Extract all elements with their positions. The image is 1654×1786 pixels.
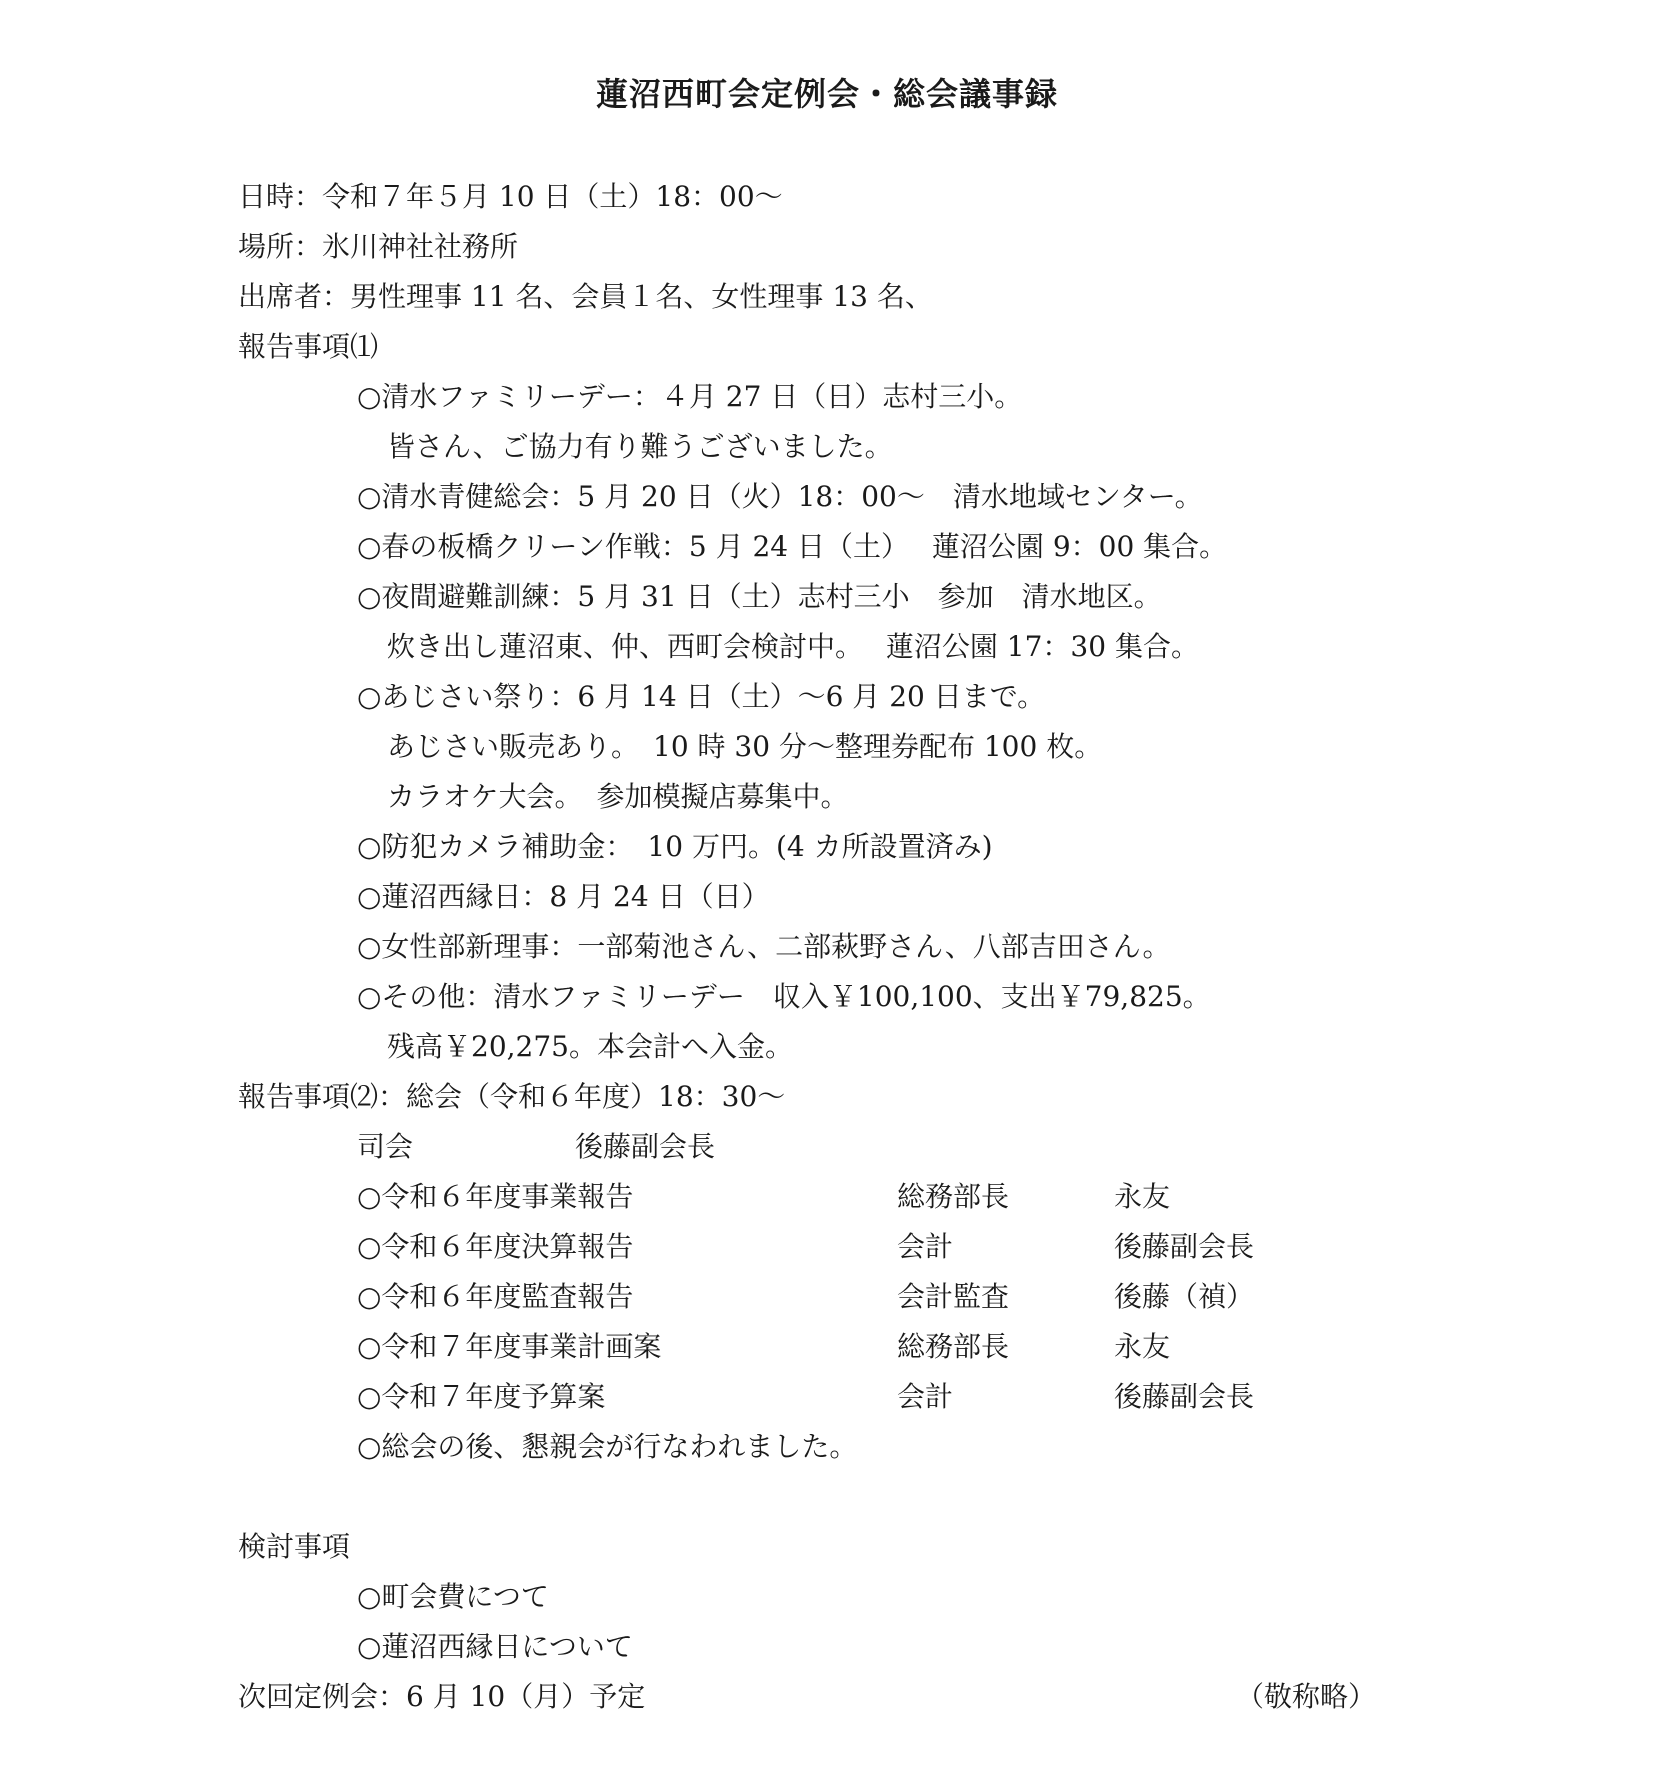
agenda-role: 会計 [897, 1230, 954, 1263]
report1-item: ○夜間避難訓練：5 月 31 日（土）志村三小 参加 清水地区。 [357, 580, 1162, 613]
report1-item: ○清水青健総会：5 月 20 日（火）18：00～ 清水地域センター。 [357, 480, 1203, 513]
agenda-role: 会計 [897, 1380, 954, 1413]
report1-item-detail: カラオケ大会。 参加模擬店募集中。 [387, 780, 849, 813]
agenda-item: ○令和６年度事業報告 [357, 1180, 634, 1213]
report1-item-detail: 炊き出し蓮沼東、仲、西町会検討中。 蓮沼公園 17：30 集合。 [387, 630, 1199, 663]
agenda-role: 総務部長 [897, 1180, 1010, 1213]
report1-item-detail: あじさい販売あり。 10 時 30 分～整理券配布 100 枚。 [387, 730, 1103, 763]
report1-item-detail: 皆さん、ご協力有り難うございました。 [387, 430, 893, 463]
agenda-presenter: 永友 [1114, 1180, 1171, 1213]
report1-item: ○その他：清水ファミリーデー 収入￥100,100、支出￥79,825。 [357, 980, 1211, 1013]
report1-item: ○女性部新理事：一部菊池さん、二部萩野さん、八部吉田さん。 [357, 930, 1171, 963]
agenda-presenter: 後藤（禎） [1114, 1280, 1255, 1313]
report1-item-detail: 残高￥20,275。本会計へ入金。 [387, 1030, 793, 1063]
report2-heading: 報告事項⑵：総会（令和６年度）18：30～ [238, 1080, 786, 1113]
agenda-role: 総務部長 [897, 1330, 1010, 1363]
agenda-item: ○令和７年度事業計画案 [357, 1330, 662, 1363]
agenda-item: ○令和６年度監査報告 [357, 1280, 634, 1313]
meeting-place: 場所：氷川神社社務所 [238, 230, 519, 263]
report1-item: ○清水ファミリーデー：４月 27 日（日）志村三小。 [357, 380, 1023, 413]
discussion-heading: 検討事項 [238, 1530, 351, 1563]
report1-item: ○防犯カメラ補助金： 10 万円。(4 カ所設置済み) [357, 830, 993, 863]
document-title: 蓮沼西町会定例会・総会議事録 [595, 75, 1058, 113]
report1-heading: 報告事項⑴ [238, 330, 379, 363]
agenda-role: 会計監査 [897, 1280, 1010, 1313]
report2-after-note: ○総会の後、懇親会が行なわれました。 [357, 1430, 858, 1463]
mc-label: 司会 [357, 1130, 414, 1163]
report1-item: ○蓮沼西縁日：8 月 24 日（日） [357, 880, 770, 913]
agenda-item: ○令和７年度予算案 [357, 1380, 606, 1413]
next-meeting: 次回定例会：6 月 10（月）予定 [238, 1680, 646, 1713]
report1-item: ○あじさい祭り：6 月 14 日（土）～6 月 20 日まで。 [357, 680, 1046, 713]
mc-name: 後藤副会長 [575, 1130, 716, 1163]
agenda-presenter: 後藤副会長 [1114, 1230, 1255, 1263]
report1-item: ○春の板橋クリーン作戦：5 月 24 日（土） 蓮沼公園 9：00 集合。 [357, 530, 1228, 563]
meeting-datetime: 日時：令和７年５月 10 日（土）18：00～ [238, 180, 783, 213]
agenda-presenter: 永友 [1114, 1330, 1171, 1363]
honorific-note: （敬称略） [1236, 1680, 1377, 1713]
meeting-attendees: 出席者：男性理事 11 名、会員１名、女性理事 13 名、 [238, 280, 933, 313]
discussion-item: ○蓮沼西縁日について [357, 1630, 633, 1663]
agenda-presenter: 後藤副会長 [1114, 1380, 1255, 1413]
discussion-item: ○町会費につて [357, 1580, 549, 1613]
agenda-item: ○令和６年度決算報告 [357, 1230, 634, 1263]
